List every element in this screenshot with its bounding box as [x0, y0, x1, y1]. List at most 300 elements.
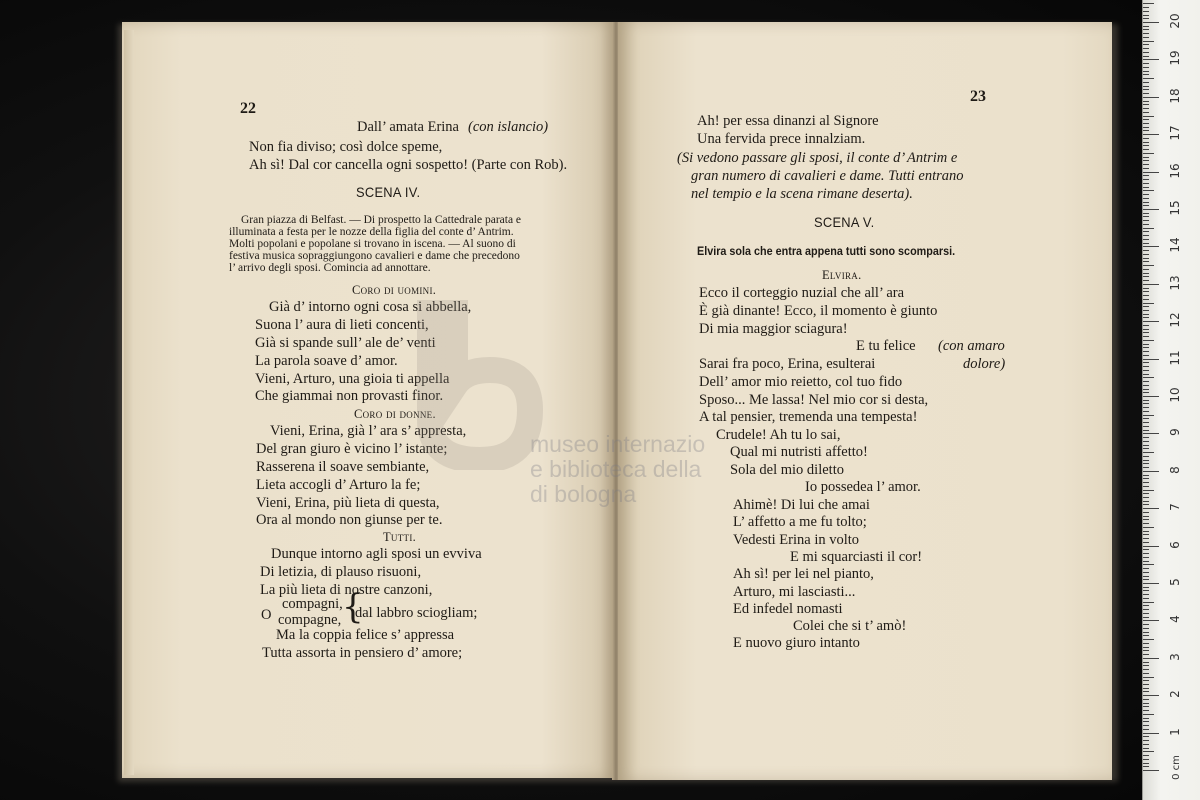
ruler-tick — [1143, 216, 1149, 217]
ruler-tick — [1143, 138, 1149, 139]
chorus-heading: Coro di donne. — [354, 407, 436, 421]
ruler-tick — [1143, 336, 1149, 337]
ruler-tick — [1143, 643, 1149, 644]
ruler-tick — [1143, 187, 1149, 188]
ruler-tick — [1143, 265, 1154, 266]
ruler-tick — [1143, 478, 1149, 479]
ruler-tick — [1143, 377, 1154, 378]
ruler-tick — [1143, 209, 1159, 210]
ruler-tick — [1143, 37, 1149, 38]
brace-symbol: { — [342, 587, 364, 627]
ruler-number: 12 — [1168, 312, 1182, 328]
verse-line: A tal pensier, tremenda una tempesta! — [699, 409, 918, 425]
ruler-tick — [1143, 18, 1149, 19]
ruler-tick — [1143, 482, 1149, 483]
ruler-number: 2 — [1168, 690, 1182, 699]
ruler-tick — [1143, 729, 1149, 730]
ruler-tick — [1143, 175, 1149, 176]
ruler-tick — [1143, 695, 1159, 696]
ruler-tick — [1143, 411, 1149, 412]
verse-line: Ah sì! Dal cor cancella ogni sospetto! (Parte con Rob). — [249, 157, 568, 173]
ruler-tick — [1143, 269, 1149, 270]
verse-line: È già dinante! Ecco, il momento è giunto — [699, 303, 938, 319]
ruler-tick — [1143, 235, 1149, 236]
ruler-tick — [1143, 635, 1149, 636]
ruler-tick — [1143, 628, 1149, 629]
ruler-tick — [1143, 710, 1149, 711]
ruler-tick — [1143, 299, 1149, 300]
stage-direction: Elvira sola che entra appena tutti sono scomparsi. — [697, 244, 956, 258]
ruler-tick — [1143, 344, 1149, 345]
ruler-tick — [1143, 370, 1149, 371]
ruler-number: 3 — [1168, 652, 1182, 661]
ruler-tick — [1143, 220, 1149, 221]
ruler-tick — [1143, 422, 1149, 423]
ruler-number: 19 — [1168, 50, 1182, 67]
ruler-number: 5 — [1168, 578, 1182, 586]
ruler-tick — [1143, 67, 1149, 68]
ruler-tick — [1143, 763, 1149, 764]
ruler-tick — [1143, 26, 1149, 27]
verse-line: La più lieta di nostre canzoni, — [260, 582, 433, 598]
ruler-tick — [1143, 314, 1149, 315]
ruler-tick — [1143, 3, 1154, 4]
ruler-tick — [1143, 426, 1149, 427]
ruler-tick — [1143, 183, 1149, 184]
ruler-tick — [1143, 546, 1159, 547]
ruler-tick — [1143, 456, 1149, 457]
ruler-tick — [1143, 475, 1149, 476]
ruler-tick — [1143, 759, 1149, 760]
verse-line: Vieni, Erina, già l’ ara s’ appresta, — [270, 423, 467, 439]
ruler-tick — [1143, 448, 1149, 449]
ruler-tick — [1143, 665, 1149, 666]
ruler-tick — [1143, 213, 1149, 214]
ruler-tick — [1143, 512, 1149, 513]
ruler-tick — [1143, 198, 1149, 199]
ruler-tick — [1143, 538, 1149, 539]
ruler-tick — [1143, 355, 1149, 356]
ruler-tick — [1143, 381, 1149, 382]
verse-line: Ah sì! per lei nel pianto, — [733, 566, 874, 582]
ruler-tick — [1143, 493, 1149, 494]
ruler-tick — [1143, 288, 1149, 289]
ruler-tick — [1143, 82, 1149, 83]
ruler-tick — [1143, 527, 1154, 528]
character-heading: Elvira. — [822, 268, 862, 282]
ruler-tick — [1143, 583, 1159, 584]
ruler-tick — [1143, 632, 1149, 633]
ruler-tick — [1143, 254, 1149, 255]
ruler-tick — [1143, 116, 1154, 117]
ruler-tick — [1143, 164, 1149, 165]
ruler-tick — [1143, 78, 1154, 79]
verse-line: Suona l’ aura di lieti concenti, — [255, 317, 429, 333]
verse-line: Arturo, mi lasciasti... — [733, 584, 856, 600]
verse-line: dal labbro sciogliam; — [355, 605, 478, 621]
ruler-tick — [1143, 519, 1149, 520]
ruler-tick — [1143, 29, 1149, 30]
ruler-tick — [1143, 639, 1154, 640]
ruler-number: 1 — [1168, 727, 1182, 736]
verse-line: Sposo... Me lassa! Nel mio cor si desta, — [699, 392, 929, 408]
ruler-tick — [1143, 403, 1149, 404]
ruler-tick — [1143, 366, 1149, 367]
verse-line: E tu felice — [856, 338, 916, 354]
ruler-tick — [1143, 677, 1154, 678]
ruler-tick — [1143, 572, 1149, 573]
ruler-tick — [1143, 280, 1149, 281]
ruler-tick — [1143, 15, 1149, 16]
ruler-tick — [1143, 549, 1149, 550]
ruler-tick — [1143, 497, 1149, 498]
ruler-tick — [1143, 647, 1149, 648]
ruler-tick — [1143, 224, 1149, 225]
chorus-heading: Coro di uomini. — [352, 283, 437, 297]
verse-line: Sarai fra poco, Erina, esulterai — [699, 356, 876, 372]
ruler-tick — [1143, 231, 1149, 232]
ruler-tick — [1143, 340, 1154, 341]
ruler-tick — [1143, 59, 1159, 60]
ruler-number: 20 — [1168, 13, 1182, 29]
ruler-tick — [1143, 407, 1149, 408]
ruler-tick — [1143, 609, 1149, 610]
ruler-tick — [1143, 385, 1149, 386]
ruler-tick — [1143, 97, 1159, 98]
ruler-tick — [1143, 688, 1149, 689]
chorus-heading: Tutti. — [383, 530, 417, 544]
verse-line: Ahimè! Di lui che amai — [733, 497, 870, 513]
ruler-tick — [1143, 239, 1149, 240]
ruler-tick — [1143, 7, 1149, 8]
page-number-right: 23 — [970, 88, 986, 105]
ruler-tick — [1143, 321, 1159, 322]
ruler-tick — [1143, 284, 1159, 285]
verse-line: Ora al mondo non giunse per te. — [256, 512, 443, 528]
stage-note: dolore) — [963, 356, 1006, 372]
ruler-tick — [1143, 389, 1149, 390]
watermark-text: di bologna — [530, 481, 637, 507]
ruler-tick — [1143, 766, 1149, 767]
verse-line: Del gran giuro è vicino l’ istante; — [256, 441, 448, 457]
ruler-tick — [1143, 587, 1149, 588]
ruler-tick — [1143, 351, 1149, 352]
ruler-number: 11 — [1168, 349, 1182, 366]
verse-line: La parola soave d’ amor. — [255, 353, 398, 369]
verse-line: Dall’ amata Erina — [357, 119, 459, 135]
stage-direction: nel tempio e la scena rimane deserta). — [691, 186, 913, 202]
stage-direction: Gran piazza di Belfast. — Di prospetto la Cattedrale parata e — [241, 214, 522, 226]
ruler-tick — [1143, 534, 1149, 535]
ruler-tick — [1143, 418, 1149, 419]
ruler-tick — [1143, 396, 1159, 397]
ruler-tick — [1143, 93, 1149, 94]
ruler-tick — [1143, 617, 1149, 618]
ruler-tick — [1143, 400, 1149, 401]
ruler-tick — [1143, 531, 1149, 532]
verse-line: Che giammai non provasti finor. — [255, 388, 444, 404]
ruler-tick — [1143, 542, 1149, 543]
ruler-tick — [1143, 613, 1149, 614]
stage-direction: l’ arrivo degli sposi. Comincia ad annottare. — [229, 262, 431, 274]
ruler-number: 14 — [1168, 237, 1182, 254]
ruler-tick — [1143, 441, 1149, 442]
ruler-tick — [1143, 658, 1159, 659]
stage-direction: festiva musica sopraggiungono cavalieri e dame che precedono — [229, 250, 520, 262]
ruler-tick — [1143, 149, 1149, 150]
verse-line: Ah! per essa dinanzi al Signore — [697, 113, 879, 129]
ruler-tick — [1143, 430, 1149, 431]
ruler-tick — [1143, 718, 1149, 719]
ruler-tick — [1143, 620, 1159, 621]
ruler-tick — [1143, 359, 1159, 360]
verse-line: Crudele! Ah tu lo sai, — [716, 427, 841, 443]
verse-line: O — [261, 607, 272, 623]
ruler-tick — [1143, 706, 1149, 707]
ruler-number: 16 — [1168, 162, 1182, 179]
stage-direction: Molti popolani e popolane si trovano in iscena. — Al suono di — [229, 238, 516, 250]
ruler-tick — [1143, 295, 1149, 296]
ruler-tick — [1143, 44, 1149, 45]
ruler-tick — [1143, 568, 1149, 569]
ruler-number: 8 — [1168, 465, 1182, 474]
ruler-tick — [1143, 576, 1149, 577]
verse-line: compagne, — [278, 612, 342, 628]
ruler-tick — [1143, 112, 1149, 113]
ruler-tick — [1143, 145, 1149, 146]
ruler-tick — [1143, 157, 1149, 158]
ruler-tick — [1143, 179, 1149, 180]
ruler-tick — [1143, 460, 1149, 461]
ruler-tick — [1143, 770, 1159, 771]
verse-line: Già d’ intorno ogni cosa si abbella, — [269, 299, 472, 315]
ruler-tick — [1143, 108, 1149, 109]
ruler-tick — [1143, 744, 1149, 745]
watermark-text: e biblioteca della — [530, 456, 702, 482]
ruler-tick — [1143, 71, 1149, 72]
verse-line: Sola del mio diletto — [730, 462, 844, 478]
ruler-tick — [1143, 523, 1149, 524]
ruler-tick — [1143, 303, 1154, 304]
ruler-tick — [1143, 490, 1154, 491]
ruler-tick — [1143, 553, 1149, 554]
ruler-tick — [1143, 703, 1149, 704]
ruler-number: 9 — [1168, 428, 1182, 437]
ruler-tick — [1143, 142, 1149, 143]
ruler-tick — [1143, 86, 1149, 87]
ruler-tick — [1143, 202, 1149, 203]
ruler-tick — [1143, 276, 1149, 277]
verse-line: Io possedea l’ amor. — [805, 479, 921, 495]
ruler-tick — [1143, 332, 1149, 333]
ruler-tick — [1143, 486, 1149, 487]
ruler-tick — [1143, 89, 1149, 90]
ruler-tick — [1143, 650, 1149, 651]
verse-line: E nuovo giuro intanto — [733, 635, 860, 651]
ruler-tick — [1143, 273, 1149, 274]
ruler-tick — [1143, 452, 1154, 453]
ruler-tick — [1143, 205, 1149, 206]
ruler-tick — [1143, 471, 1159, 472]
ruler-tick — [1143, 123, 1149, 124]
ruler-tick — [1143, 467, 1149, 468]
ruler-tick — [1143, 714, 1154, 715]
ruler-tick — [1143, 160, 1149, 161]
left-page-edge — [124, 30, 134, 775]
ruler-tick — [1143, 310, 1149, 311]
ruler-tick — [1143, 392, 1149, 393]
verse-line: Vieni, Arturo, una gioia ti appella — [255, 371, 450, 387]
ruler-tick — [1143, 564, 1154, 565]
ruler-tick — [1143, 684, 1149, 685]
verse-line: Ecco il corteggio nuzial che all’ ara — [699, 285, 905, 301]
ruler-tick — [1143, 598, 1149, 599]
ruler-tick — [1143, 119, 1149, 120]
verse-line: Ma la coppia felice s’ appressa — [276, 627, 455, 643]
ruler-tick — [1143, 194, 1149, 195]
ruler-tick — [1143, 504, 1149, 505]
stage-direction: illuminata a festa per le nozze della figlia del conte d’ Antrim. — [229, 226, 514, 238]
ruler-tick — [1143, 725, 1149, 726]
ruler-tick — [1143, 437, 1149, 438]
ruler-number: 13 — [1168, 275, 1182, 291]
ruler-tick — [1143, 243, 1149, 244]
ruler-tick — [1143, 602, 1154, 603]
ruler-number: 4 — [1168, 615, 1182, 624]
ruler-tick — [1143, 501, 1149, 502]
verse-line: Lieta accogli d’ Arturo la fe; — [256, 477, 421, 493]
ruler-tick — [1143, 673, 1149, 674]
verse-line: compagni, — [282, 596, 343, 612]
ruler-tick — [1143, 190, 1154, 191]
ruler-unit-label: 0 cm — [1170, 755, 1182, 780]
verse-line: Di letizia, di plauso risuoni, — [260, 564, 422, 580]
verse-line: Qual mi nutristi affetto! — [730, 444, 868, 460]
ruler-tick — [1143, 624, 1149, 625]
ruler-tick — [1143, 736, 1149, 737]
ruler-tick — [1143, 261, 1149, 262]
scene-heading: SCENA V. — [814, 214, 875, 230]
verse-line: Non fia diviso; così dolce speme, — [249, 139, 443, 155]
verse-line: E mi squarciasti il cor! — [790, 549, 923, 565]
ruler-tick — [1143, 11, 1149, 12]
ruler-tick — [1143, 52, 1149, 53]
ruler-tick — [1143, 250, 1149, 251]
ruler-number: 10 — [1168, 387, 1182, 403]
ruler-tick — [1143, 654, 1149, 655]
ruler-tick — [1143, 101, 1149, 102]
ruler-tick — [1143, 594, 1149, 595]
ruler-tick — [1143, 291, 1149, 292]
ruler-tick — [1143, 590, 1149, 591]
verse-line: Vieni, Erina, più lieta di questa, — [256, 495, 440, 511]
verse-line: Una fervida prece innalziam. — [697, 131, 866, 147]
ruler-tick — [1143, 748, 1149, 749]
ruler-tick — [1143, 415, 1154, 416]
ruler-tick — [1143, 605, 1149, 606]
stage-direction: gran numero di cavalieri e dame. Tutti entrano — [691, 168, 964, 184]
ruler-tick — [1143, 168, 1149, 169]
ruler-tick — [1143, 329, 1149, 330]
ruler-tick — [1143, 130, 1149, 131]
ruler-number: 7 — [1168, 503, 1182, 512]
ruler-tick — [1143, 317, 1149, 318]
ruler-tick — [1143, 41, 1154, 42]
ruler-tick — [1143, 347, 1149, 348]
verse-line: L’ affetto a me fu tolto; — [733, 514, 867, 530]
ruler-tick — [1143, 445, 1149, 446]
ruler-tick — [1143, 104, 1149, 105]
stage-direction: (Si vedono passare gli sposi, il conte d’ Antrim e — [677, 150, 958, 166]
stage-note: (con islancio) — [468, 119, 549, 135]
ruler-number: 17 — [1168, 125, 1182, 141]
ruler-tick — [1143, 374, 1149, 375]
ruler-tick — [1143, 680, 1149, 681]
ruler-tick — [1143, 362, 1149, 363]
ruler-tick — [1143, 63, 1149, 64]
verse-line: Di mia maggior sciagura! — [699, 321, 848, 337]
ruler-tick — [1143, 751, 1154, 752]
ruler-tick — [1143, 579, 1149, 580]
page-number-left: 22 — [240, 100, 256, 117]
ruler-tick — [1143, 516, 1149, 517]
ruler-tick — [1143, 721, 1149, 722]
ruler-number: 6 — [1168, 540, 1182, 549]
ruler-tick — [1143, 691, 1149, 692]
ruler-tick — [1143, 306, 1149, 307]
ruler-tick — [1143, 48, 1149, 49]
ruler-tick — [1143, 22, 1159, 23]
ruler-tick — [1143, 699, 1149, 700]
ruler-tick — [1143, 733, 1159, 734]
ruler-tick — [1143, 557, 1149, 558]
ruler-tick — [1143, 662, 1149, 663]
ruler-tick — [1143, 755, 1149, 756]
ruler-tick — [1143, 134, 1159, 135]
verse-line: Dunque intorno agli sposi un evviva — [271, 546, 482, 562]
ruler-tick — [1143, 561, 1149, 562]
ruler-tick — [1143, 172, 1159, 173]
verse-line: Già si spande sull’ ale de’ venti — [255, 335, 436, 351]
verse-line: Tutta assorta in pensiero d’ amore; — [262, 645, 463, 661]
ruler-tick — [1143, 228, 1154, 229]
ruler-tick — [1143, 463, 1149, 464]
ruler-tick — [1143, 258, 1149, 259]
ruler-tick — [1143, 508, 1159, 509]
ruler-tick — [1143, 246, 1159, 247]
ruler-tick — [1143, 433, 1159, 434]
watermark-text: museo internazio — [530, 431, 706, 457]
ruler-number: 15 — [1168, 200, 1182, 216]
verse-line: Ed infedel nomasti — [733, 601, 843, 617]
ruler-number: 18 — [1168, 88, 1182, 104]
verse-line: Colei che si t’ amò! — [793, 618, 907, 634]
verse-line: Dell’ amor mio reietto, col tuo fido — [699, 374, 903, 390]
verse-line: Rasserena il soave sembiante, — [256, 459, 430, 475]
ruler-tick — [1143, 740, 1149, 741]
ruler-tick — [1143, 127, 1149, 128]
verse-line: Vedesti Erina in volto — [733, 532, 860, 548]
ruler-tick — [1143, 153, 1154, 154]
ruler-tick — [1143, 74, 1149, 75]
stage-note: (con amaro — [938, 338, 1005, 354]
scene-heading: SCENA IV. — [356, 184, 421, 200]
measuring-ruler — [1142, 0, 1200, 800]
ruler-tick — [1143, 56, 1149, 57]
ruler-tick — [1143, 325, 1149, 326]
ruler-tick — [1143, 669, 1149, 670]
ruler-tick — [1143, 33, 1149, 34]
